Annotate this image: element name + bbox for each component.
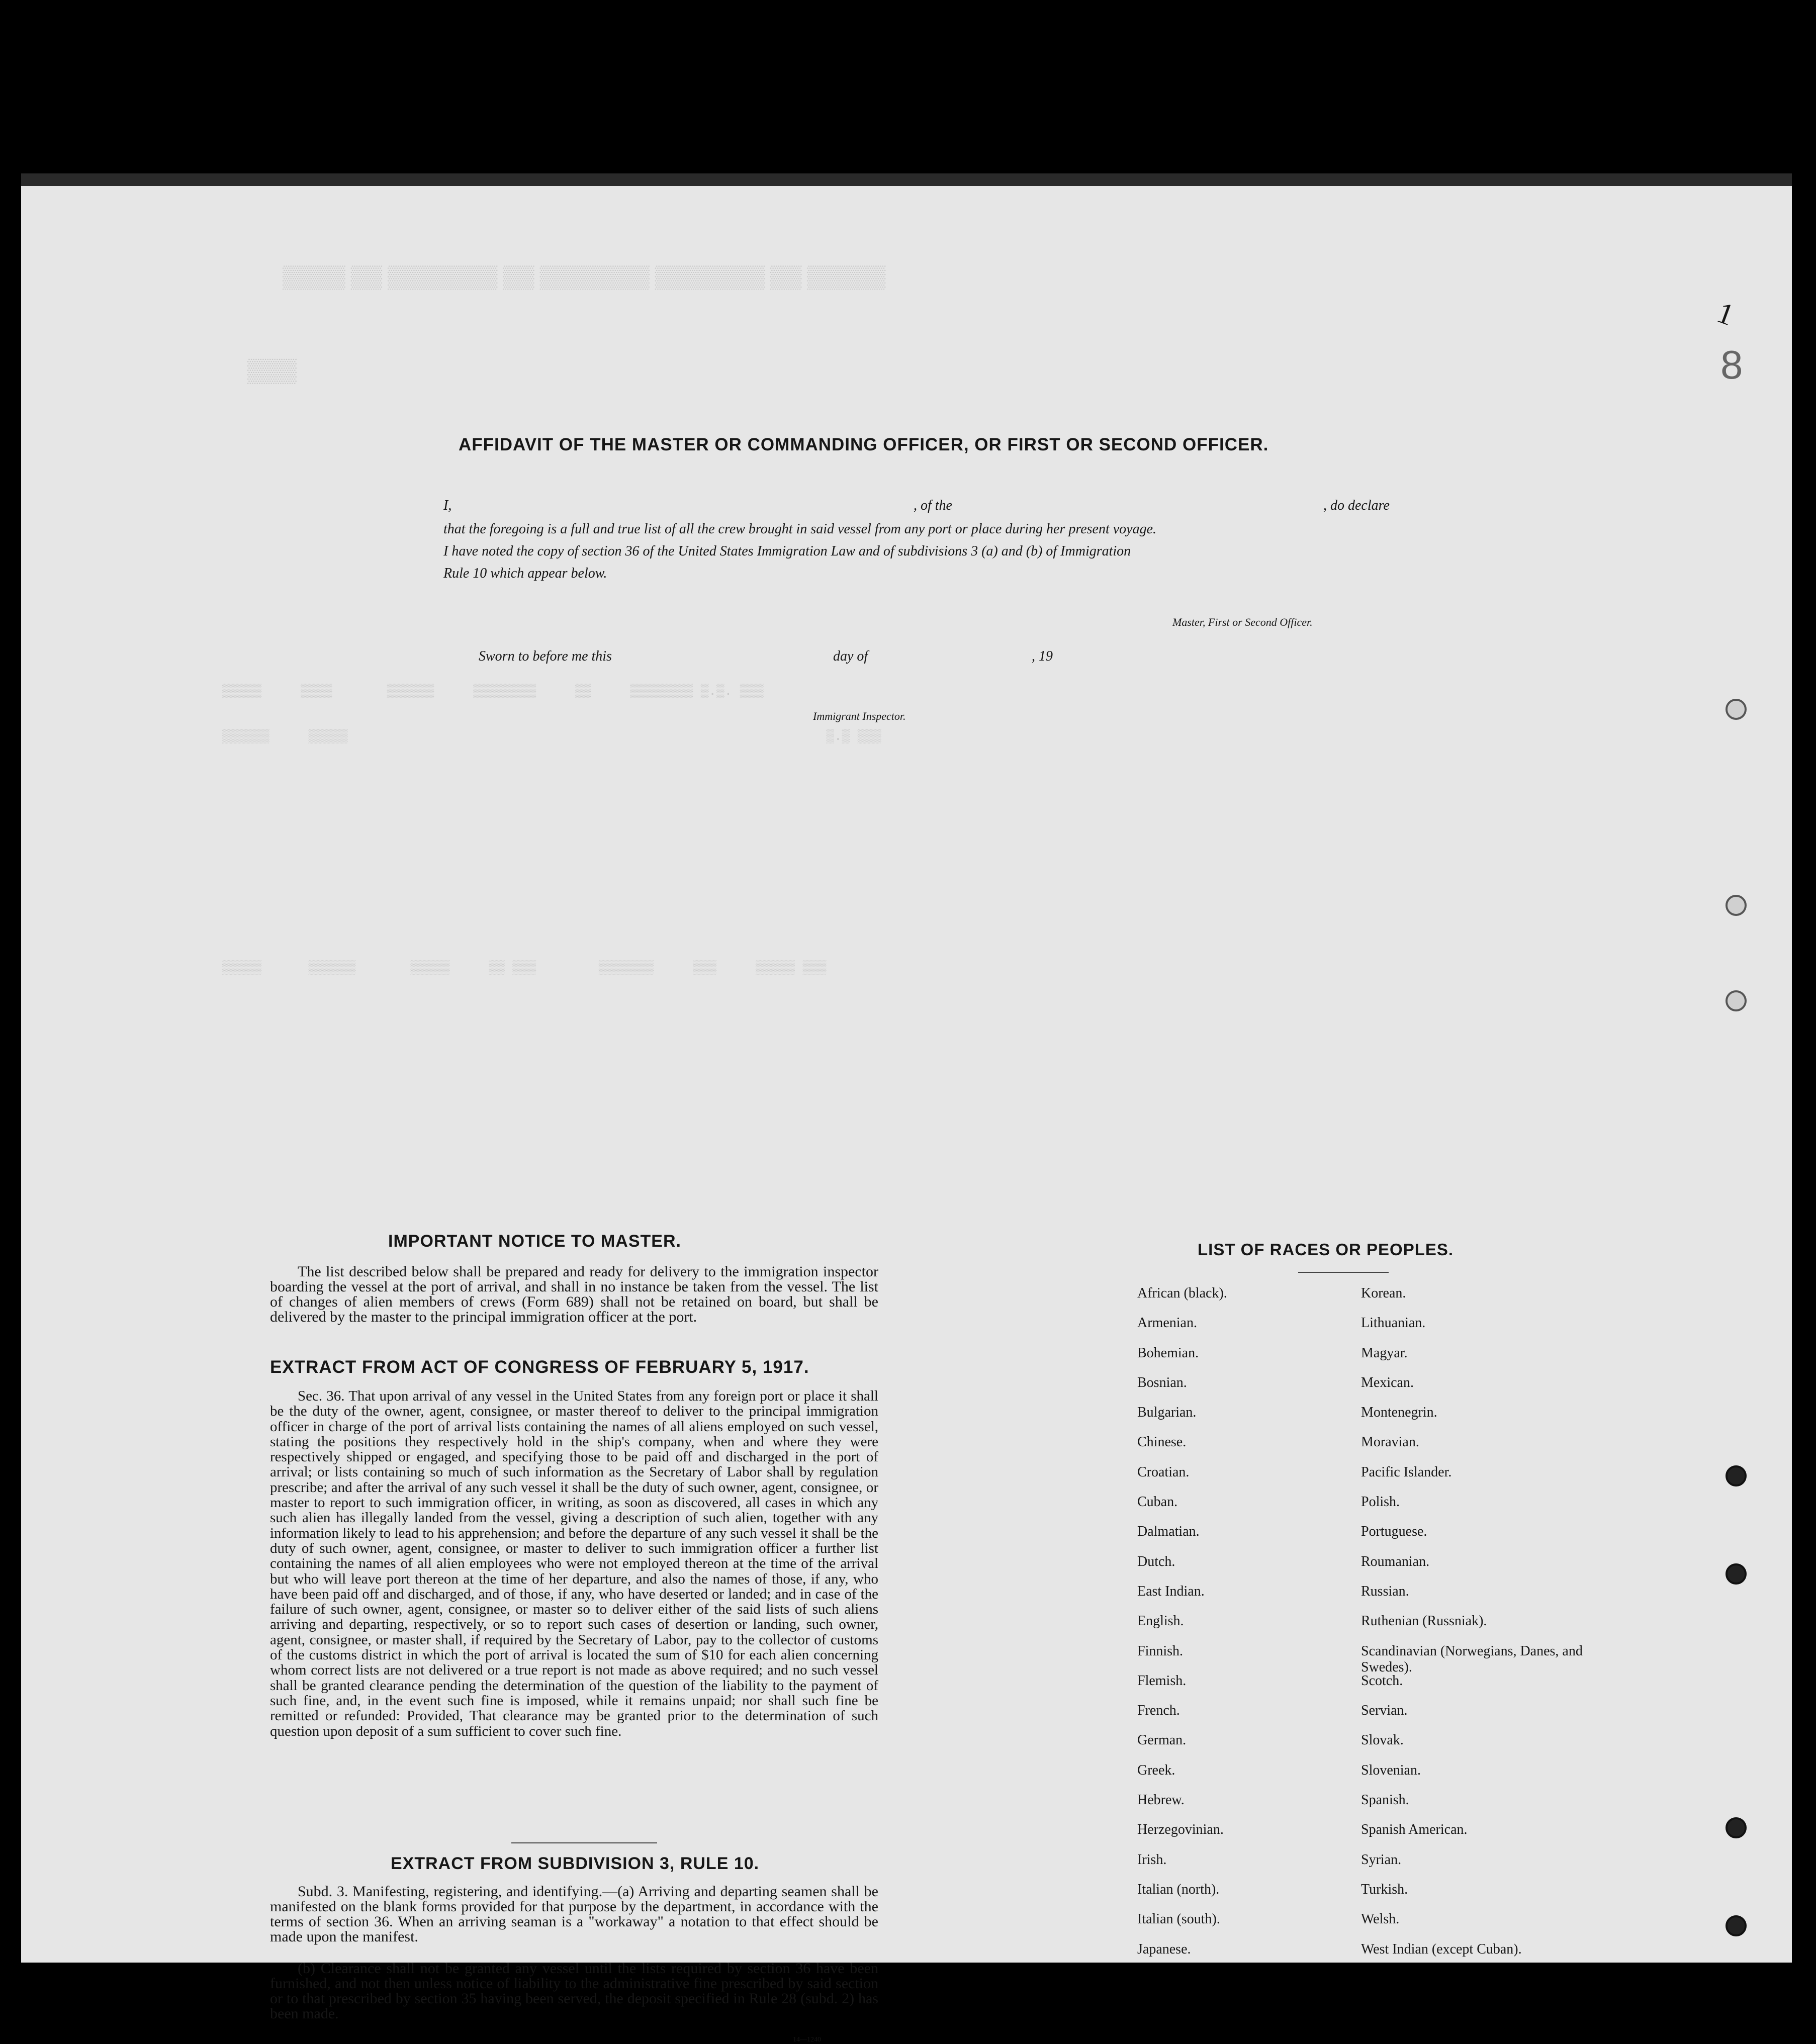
day-of-label: day of bbox=[833, 648, 868, 664]
race-item: Pacific Islander. bbox=[1361, 1464, 1452, 1480]
race-item: African (black). bbox=[1137, 1285, 1227, 1301]
race-item: Italian (north). bbox=[1137, 1881, 1220, 1897]
race-item: Chinese. bbox=[1137, 1434, 1187, 1450]
race-item: Bulgarian. bbox=[1137, 1405, 1197, 1421]
document-sheet bbox=[21, 186, 1792, 2043]
extract-act-text: Sec. 36. That upon arrival of any vessel in the United States from any foreign port or place it shall be the duty of the owner, agent, consignee, or master thereof to deliver to the principal immigration officer in charge of the port of arrival lists containing the names of all aliens employed on such vessel, stating the positions they respectively hold in the ship's company, when and where they were respectively shipped or engaged, and specifying those to be paid off and discharged in the port of arrival; or lists containing so much of such information as the Secretary of Labor shall by regulation prescribe; and after the arrival of any such vessel it shall be the duty of such owner, agent, consignee, or master to report to such immigration officer, in writing, as soon as discovered, all cases in which any such alien has illegally landed from the vessel, giving a description of such alien, together with any information likely to lead to his apprehension; and before the departure of any such vessel it shall be the duty of such owner, agent, consignee, or master to deliver to such immigration officer a further list containing the names of all alien employees who were not employed thereon at the time of the arrival but who will leave port thereon at the time of her departure, and also the names of those, if any, who have been paid off and discharged, and of those, if any, who have deserted or landed; and in case of the failure of such owner, agent, consignee, or master so to deliver either of the said lists of such aliens arriving and departing, respectively, or so to report such cases of desertion or landing, such owner, agent, consignee, or master shall, if required by the Secretary of Labor, pay to the collector of customs of the customs district in which the port of arrival is located the sum of $10 for each alien concerning whom correct lists are not delivered or a true report is not made as above required; and no such vessel shall be granted clearance pending the determination of the question of the liability to the payment of such fine, and, in the event such fine is imposed, while it remains unpaid; nor shall such fine be remitted or refunded: Provided, That clearance may be granted prior to the determination of such question upon deposit of a sum sufficient to cover such fine. bbox=[270, 1388, 878, 1739]
race-item: Portuguese. bbox=[1361, 1524, 1427, 1540]
races-left-column bbox=[1137, 1285, 1348, 1971]
race-item: Montenegrin. bbox=[1361, 1405, 1437, 1421]
race-item: Russian. bbox=[1361, 1583, 1409, 1599]
punch-hole bbox=[1726, 1817, 1747, 1838]
race-item: Welsh. bbox=[1361, 1911, 1400, 1927]
race-item: Slovenian. bbox=[1361, 1762, 1421, 1778]
extract-rule-text-b: (b) Clearance shall not be granted any vessel until the lists required by section 36 have been furnished, and not then unless notice of liability to the administrative fine prescribed by said section or to that prescribed by section 35 having been served, the deposit specified in Rule 28 (subd. 2) has been made. bbox=[270, 1960, 878, 2022]
affidavit-line-4: Rule 10 which appear below. bbox=[443, 566, 607, 581]
race-item: East Indian. bbox=[1137, 1583, 1205, 1599]
bleed-through-text: ▒▒▒ bbox=[247, 357, 297, 383]
bleed-through-text: ▒▒▒▒▒ ▒▒▒▒ ▒▒▒▒▒▒ ▒▒▒▒▒▒▒▒ ▒▒ ▒▒▒▒▒▒▒▒ ▒.▒. ▒▒▒ bbox=[222, 684, 764, 699]
race-item: Servian. bbox=[1361, 1703, 1408, 1719]
margin-mark: 8 bbox=[1720, 342, 1743, 387]
race-item: Moravian. bbox=[1361, 1434, 1419, 1450]
race-item: Bohemian. bbox=[1137, 1345, 1199, 1361]
race-item: Finnish. bbox=[1137, 1643, 1184, 1659]
bleed-through-text: ▒▒▒▒ ▒▒ ▒▒▒▒▒▒▒ ▒▒ ▒▒▒▒▒▒▒ ▒▒▒▒▒▒▒ ▒▒ ▒▒▒▒▒ bbox=[283, 264, 886, 289]
bleed-through-text: ▒▒▒▒▒▒ ▒▒▒▒▒ ▒.▒ ▒▒▒ bbox=[222, 729, 881, 744]
race-item: Ruthenian (Russniak). bbox=[1361, 1613, 1487, 1629]
race-item: Irish. bbox=[1137, 1851, 1167, 1868]
race-item: Spanish. bbox=[1361, 1792, 1409, 1808]
punch-hole bbox=[1726, 1563, 1747, 1585]
punch-hole bbox=[1726, 990, 1747, 1011]
punch-hole bbox=[1726, 1915, 1747, 1936]
race-item: Greek. bbox=[1137, 1762, 1175, 1778]
signature-caption: Master, First or Second Officer. bbox=[1172, 616, 1313, 628]
race-item: Bosnian. bbox=[1137, 1374, 1187, 1390]
race-item: Scotch. bbox=[1361, 1673, 1403, 1689]
race-item: Slovak. bbox=[1361, 1732, 1404, 1748]
race-item: English. bbox=[1137, 1613, 1184, 1629]
race-item: Herzegovinian. bbox=[1137, 1822, 1224, 1838]
race-item: Roumanian. bbox=[1361, 1553, 1430, 1569]
year-label: , 19 bbox=[1032, 648, 1053, 664]
race-item: West Indian (except Cuban). bbox=[1361, 1941, 1522, 1957]
race-item: Flemish. bbox=[1137, 1673, 1187, 1689]
race-item: Turkish. bbox=[1361, 1881, 1408, 1897]
race-item: Croatian. bbox=[1137, 1464, 1190, 1480]
divider bbox=[511, 1842, 657, 1843]
form-number: 14—1240 bbox=[793, 2036, 821, 2043]
notice-text: The list described below shall be prepared and ready for delivery to the immigration inspector boarding the vessel at the port of arrival, and shall in no instance be taken from the vessel. The list of changes of alien members of crews (Form 689) shall not be retained on board, but shall be delivered by the master to the principal immigration officer at the port. bbox=[270, 1263, 878, 1325]
punch-hole bbox=[1726, 895, 1747, 916]
punch-hole bbox=[1726, 699, 1747, 720]
extract-act-title: EXTRACT FROM ACT OF CONGRESS OF FEBRUARY 5, 1917. bbox=[270, 1357, 809, 1377]
race-item: German. bbox=[1137, 1732, 1187, 1748]
divider bbox=[1298, 1272, 1389, 1273]
race-item: Cuban. bbox=[1137, 1494, 1178, 1510]
race-item: French. bbox=[1137, 1703, 1180, 1719]
margin-mark: 1 bbox=[1712, 295, 1739, 332]
punch-hole bbox=[1726, 1465, 1747, 1486]
affidavit-i-label: I, bbox=[443, 498, 452, 513]
race-item: Magyar. bbox=[1361, 1345, 1408, 1361]
race-item: Spanish American. bbox=[1361, 1822, 1468, 1838]
races-right-column bbox=[1361, 1285, 1597, 1971]
races-title: LIST OF RACES OR PEOPLES. bbox=[1198, 1240, 1454, 1259]
extract-rule-title: EXTRACT FROM SUBDIVISION 3, RULE 10. bbox=[391, 1854, 760, 1873]
affidavit-do-declare-label: , do declare bbox=[1323, 498, 1390, 513]
extract-rule-text-a: Subd. 3. Manifesting, registering, and identifying.—(a) Arriving and departing seamen shall be manifested on the blank forms provided for that purpose by the department, in accordance with the terms of section 36. When an arriving seaman is a "workaway" a notation to that effect should be made upon the manifest. bbox=[270, 1883, 878, 1945]
race-item: Armenian. bbox=[1137, 1315, 1197, 1331]
race-item: Lithuanian. bbox=[1361, 1315, 1426, 1331]
race-item: Polish. bbox=[1361, 1494, 1400, 1510]
race-item: Hebrew. bbox=[1137, 1792, 1185, 1808]
affidavit-title: AFFIDAVIT OF THE MASTER OR COMMANDING OFFICER, OR FIRST OR SECOND OFFICER. bbox=[459, 435, 1269, 454]
notice-title: IMPORTANT NOTICE TO MASTER. bbox=[388, 1232, 681, 1251]
affidavit-line-3: I have noted the copy of section 36 of the United States Immigration Law and of subdivisions 3 (a) and (b) of Immigration bbox=[443, 543, 1131, 559]
race-item: Japanese. bbox=[1137, 1941, 1191, 1957]
inspector-caption: Immigrant Inspector. bbox=[813, 710, 906, 722]
sworn-label: Sworn to before me this bbox=[479, 648, 612, 664]
race-item: Korean. bbox=[1361, 1285, 1406, 1301]
race-item: Scandinavian (Norwegians, Danes, and Swedes). bbox=[1361, 1643, 1583, 1675]
race-item: Mexican. bbox=[1361, 1374, 1414, 1390]
race-item: Syrian. bbox=[1361, 1851, 1402, 1868]
affidavit-of-the-label: , of the bbox=[914, 498, 952, 513]
race-item: Italian (south). bbox=[1137, 1911, 1220, 1927]
race-item: Dalmatian. bbox=[1137, 1524, 1200, 1540]
race-item: Dutch. bbox=[1137, 1553, 1175, 1569]
affidavit-line-2: that the foregoing is a full and true list of all the crew brought in said vessel from any port or place during her present voyage. bbox=[443, 521, 1157, 537]
bleed-through-text: ▒▒▒▒▒ ▒▒▒▒▒▒ ▒▒▒▒▒ ▒▒ ▒▒▒ ▒▒▒▒▒▒▒ ▒▒▒ ▒▒▒▒▒ ▒▒▒ bbox=[222, 960, 827, 975]
